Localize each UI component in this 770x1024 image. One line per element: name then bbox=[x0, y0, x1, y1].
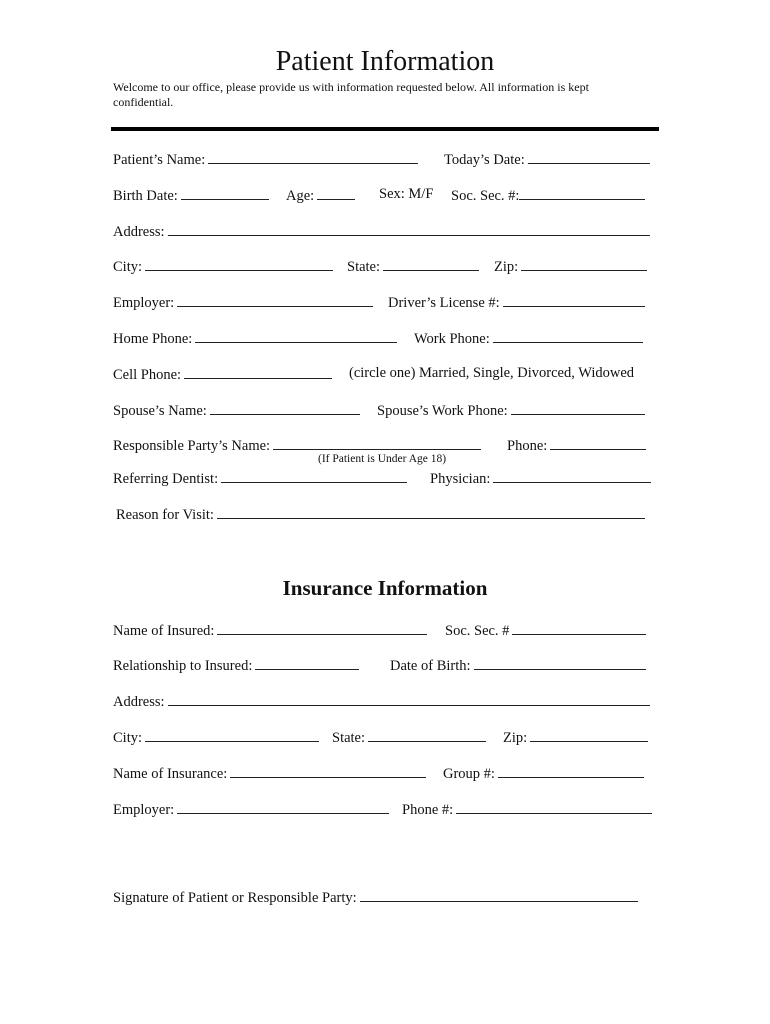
date-of-birth-label: Date of Birth: bbox=[390, 658, 471, 674]
referring-dentist-label: Referring Dentist: bbox=[113, 471, 219, 487]
reason-for-visit-field[interactable] bbox=[217, 505, 645, 519]
spouse-work-phone-field[interactable] bbox=[511, 401, 645, 415]
drivers-license-field[interactable] bbox=[503, 293, 645, 307]
referring-dentist-field[interactable] bbox=[221, 469, 407, 483]
date-of-birth-field[interactable] bbox=[474, 656, 646, 670]
age-field[interactable] bbox=[317, 186, 355, 200]
city-label: City: bbox=[113, 259, 143, 275]
todays-date-label: Today’s Date: bbox=[444, 152, 525, 168]
relationship-label: Relationship to Insured: bbox=[113, 658, 253, 674]
relationship-field[interactable] bbox=[255, 656, 359, 670]
marital-status-options[interactable]: (circle one) Married, Single, Divorced, Widowed bbox=[349, 365, 635, 381]
intro-text: Welcome to our office, please provide us with information requested below. All information is kept confidential. bbox=[113, 80, 589, 109]
cell-phone-field[interactable] bbox=[184, 365, 332, 379]
birth-date-label: Birth Date: bbox=[113, 188, 178, 204]
header-divider bbox=[111, 127, 659, 131]
insured-address-field[interactable] bbox=[168, 692, 650, 706]
todays-date-field[interactable] bbox=[528, 150, 650, 164]
home-phone-label: Home Phone: bbox=[113, 331, 193, 347]
spouse-name-field[interactable] bbox=[210, 401, 360, 415]
insured-address-label: Address: bbox=[113, 694, 165, 710]
insured-soc-sec-field[interactable] bbox=[512, 621, 646, 635]
city-field[interactable] bbox=[145, 257, 333, 271]
name-of-insurance-field[interactable] bbox=[230, 764, 426, 778]
employer-field[interactable] bbox=[177, 293, 373, 307]
group-field[interactable] bbox=[498, 764, 644, 778]
name-of-insured-label: Name of Insured: bbox=[113, 623, 215, 639]
insured-city-field[interactable] bbox=[145, 728, 319, 742]
phone-field[interactable] bbox=[550, 436, 646, 450]
insured-employer-label: Employer: bbox=[113, 802, 175, 818]
insured-phone-label: Phone #: bbox=[402, 802, 454, 818]
patient-name-label: Patient’s Name: bbox=[113, 152, 206, 168]
soc-sec-field[interactable] bbox=[519, 186, 645, 200]
responsible-party-label: Responsible Party’s Name: bbox=[113, 438, 271, 454]
insured-employer-field[interactable] bbox=[177, 800, 389, 814]
reason-for-visit-label: Reason for Visit: bbox=[116, 507, 214, 523]
state-label: State: bbox=[347, 259, 381, 275]
state-field[interactable] bbox=[383, 257, 479, 271]
signature-field[interactable] bbox=[360, 888, 638, 902]
zip-label: Zip: bbox=[494, 259, 519, 275]
address-label: Address: bbox=[113, 224, 165, 240]
name-of-insured-field[interactable] bbox=[217, 621, 427, 635]
spouse-work-phone-label: Spouse’s Work Phone: bbox=[377, 403, 508, 419]
age-label: Age: bbox=[286, 188, 315, 204]
name-of-insurance-label: Name of Insurance: bbox=[113, 766, 228, 782]
home-phone-field[interactable] bbox=[195, 329, 397, 343]
signature-label: Signature of Patient or Responsible Party: bbox=[113, 890, 357, 906]
page-title: Patient Information bbox=[275, 46, 495, 77]
group-label: Group #: bbox=[443, 766, 495, 782]
birth-date-field[interactable] bbox=[181, 186, 269, 200]
physician-label: Physician: bbox=[430, 471, 491, 487]
spouse-name-label: Spouse’s Name: bbox=[113, 403, 207, 419]
patient-name-field[interactable] bbox=[208, 150, 418, 164]
insurance-heading: Insurance Information bbox=[282, 576, 488, 600]
soc-sec-label: Soc. Sec. #: bbox=[451, 188, 520, 204]
insured-soc-sec-label: Soc. Sec. # bbox=[445, 623, 510, 639]
cell-phone-label: Cell Phone: bbox=[113, 367, 182, 383]
employer-label: Employer: bbox=[113, 295, 175, 311]
work-phone-field[interactable] bbox=[493, 329, 643, 343]
insured-zip-label: Zip: bbox=[503, 730, 528, 746]
insured-state-field[interactable] bbox=[368, 728, 486, 742]
insured-city-label: City: bbox=[113, 730, 143, 746]
drivers-license-label: Driver’s License #: bbox=[388, 295, 500, 311]
physician-field[interactable] bbox=[493, 469, 651, 483]
work-phone-label: Work Phone: bbox=[414, 331, 490, 347]
insured-zip-field[interactable] bbox=[530, 728, 648, 742]
sex-label: Sex: M/F bbox=[379, 186, 434, 202]
insured-state-label: State: bbox=[332, 730, 366, 746]
address-field[interactable] bbox=[168, 222, 650, 236]
phone-label: Phone: bbox=[507, 438, 548, 454]
insured-phone-field[interactable] bbox=[456, 800, 652, 814]
under-age-note: (If Patient is Under Age 18) bbox=[318, 453, 447, 465]
zip-field[interactable] bbox=[521, 257, 647, 271]
responsible-party-field[interactable] bbox=[273, 436, 481, 450]
